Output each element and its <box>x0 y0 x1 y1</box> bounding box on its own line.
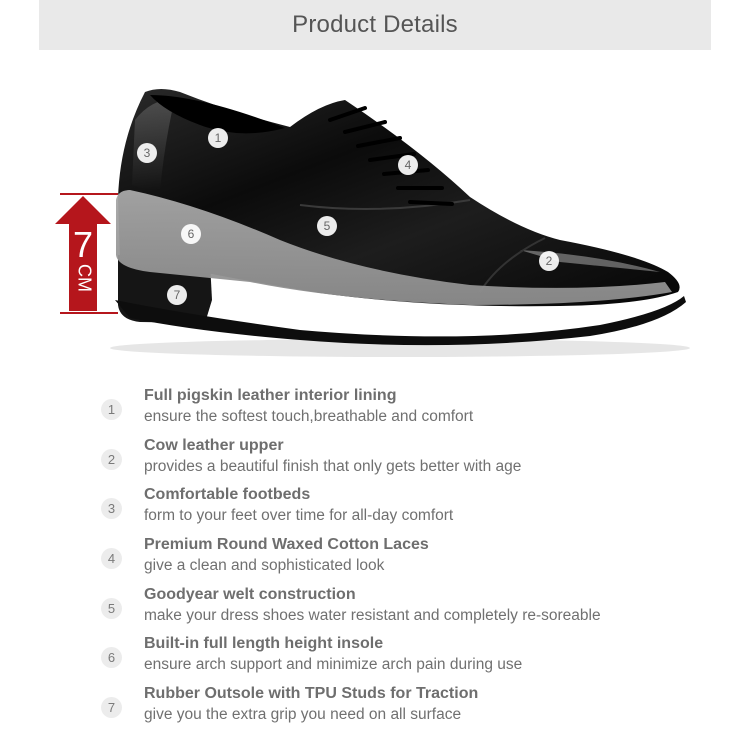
feature-item <box>0 681 750 731</box>
callout-6-label: 6 <box>187 227 195 241</box>
feature-number-badge: 4 <box>101 548 122 569</box>
feature-description: make your dress shoes water resistant and completely re-soreable <box>144 606 601 624</box>
feature-title: Premium Round Waxed Cotton Laces <box>144 536 429 554</box>
header-bar <box>39 0 711 50</box>
feature-number-badge: 1 <box>101 399 122 420</box>
feature-number-badge: 5 <box>101 598 122 619</box>
callout-5-label: 5 <box>323 219 331 233</box>
callout-3-label: 3 <box>143 146 151 160</box>
feature-description: ensure the softest touch,breathable and comfort <box>144 408 474 425</box>
callout-1 <box>208 128 228 148</box>
callout-4 <box>398 155 418 175</box>
feature-item <box>0 482 750 532</box>
feature-item <box>0 631 750 681</box>
feature-title: Cow leather upper <box>144 436 284 454</box>
feature-item <box>0 582 750 632</box>
height-unit: CM <box>74 264 95 292</box>
feature-list <box>0 383 750 731</box>
page-title: Product Details <box>292 11 458 38</box>
callout-4-label: 4 <box>404 158 412 172</box>
callout-2 <box>539 251 559 271</box>
feature-title: Rubber Outsole with TPU Studs for Traction <box>144 685 479 703</box>
callout-3 <box>137 143 157 163</box>
callout-5 <box>317 216 337 236</box>
feature-description: ensure arch support and minimize arch pain during use <box>144 656 523 674</box>
shoe-svg <box>0 50 750 370</box>
height-value: 7 <box>72 224 94 265</box>
feature-title: Built-in full length height insole <box>144 635 384 653</box>
feature-item <box>0 433 750 483</box>
feature-description: provides a beautiful finish that only gets better with age <box>144 457 522 475</box>
feature-number-badge: 7 <box>101 697 122 718</box>
feature-title: Comfortable footbeds <box>144 486 311 504</box>
height-indicator <box>55 194 118 313</box>
callout-2-label: 2 <box>545 254 553 268</box>
shoe-illustration <box>0 50 750 370</box>
feature-number-badge: 3 <box>101 498 122 519</box>
feature-description: form to your feet over time for all-day comfort <box>144 507 454 525</box>
feature-item <box>0 383 750 433</box>
callout-6 <box>181 224 201 244</box>
callout-7-label: 7 <box>173 288 181 302</box>
feature-title: Full pigskin leather interior lining <box>144 387 397 404</box>
callout-7 <box>167 285 187 305</box>
feature-description: give a clean and sophisticated look <box>144 557 385 575</box>
feature-description: give you the extra grip you need on all surface <box>144 706 462 724</box>
feature-title: Goodyear welt construction <box>144 585 356 603</box>
feature-number-badge: 6 <box>101 647 122 668</box>
callout-1-label: 1 <box>214 131 222 145</box>
feature-number-badge: 2 <box>101 449 122 470</box>
feature-item <box>0 532 750 582</box>
